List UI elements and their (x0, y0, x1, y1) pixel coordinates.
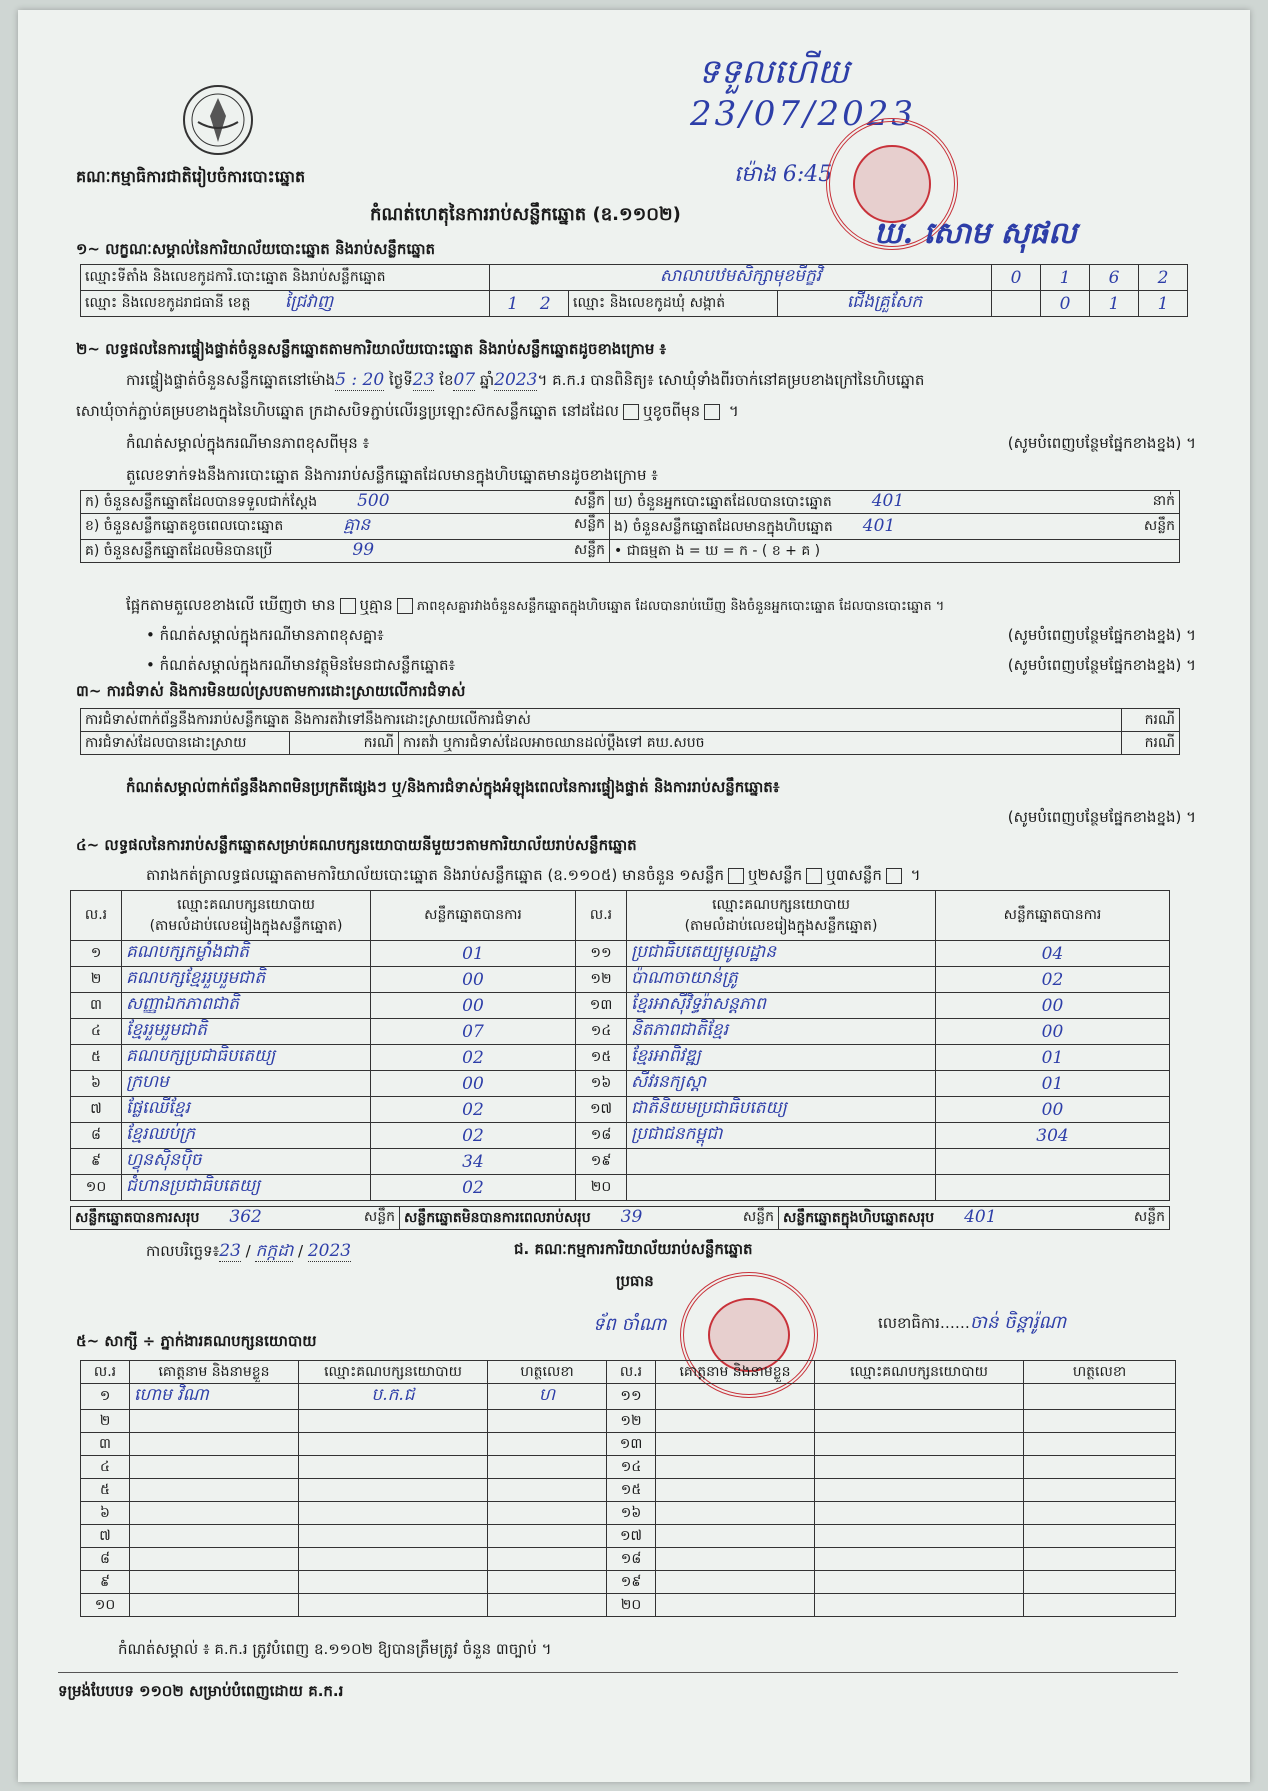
head-party-left: ឈ្មោះគណបក្សនយោបាយ (តាមលំដាប់លេខរៀងក្នុងសន្លឹកឆ្នោត) (122, 891, 371, 941)
party-votes: 34 (371, 1149, 576, 1175)
head-no-left: ល.រ (71, 891, 122, 941)
witness-name (656, 1548, 815, 1571)
has-diff-checkbox[interactable] (340, 598, 356, 614)
witness-no: ៤ (81, 1456, 130, 1479)
witness-signature (488, 1433, 607, 1456)
w-head-sig-right: ហត្ថលេខា (1024, 1361, 1176, 1384)
party-no: ១១ (576, 941, 627, 967)
witness-party (299, 1594, 488, 1617)
witness-name (656, 1384, 815, 1410)
witness-party (815, 1410, 1024, 1433)
witness-no: ១១ (607, 1384, 656, 1410)
party-name: គណបក្សប្រជាធិបតេយ្យ (122, 1045, 371, 1071)
party-no: ៦ (71, 1071, 122, 1097)
party-no: ១៨ (576, 1123, 627, 1149)
table-row (71, 1149, 1170, 1175)
verify-month: 07 (453, 370, 476, 390)
station-code-3: 6 (1090, 265, 1139, 291)
party-name: ហ្វុនស៊ិនប៉ិច (122, 1149, 371, 1175)
party-name: ប៉ាណាចាយាន់ត្រូ (627, 967, 936, 993)
witness-no: ១០ (81, 1594, 130, 1617)
w-head-party-right: ឈ្មោះគណបក្សនយោបាយ (815, 1361, 1024, 1384)
committee-label: ជ. គណៈកម្មការការិយាល័យរាប់សន្លឹកឆ្នោត (514, 1240, 753, 1258)
province-value: ជ្រៃវាញ (284, 292, 334, 312)
table-row (71, 1071, 1170, 1097)
table-row (81, 1525, 1176, 1548)
witness-signature (488, 1571, 607, 1594)
witness-no: ១ (81, 1384, 130, 1410)
party-name (627, 1175, 936, 1201)
w-head-sig-left: ហត្ថលេខា (488, 1361, 607, 1384)
signing-date: កាលបរិច្ឆេទ៖23 / កក្កដា / 2023 (146, 1241, 352, 1261)
party-name (627, 1149, 936, 1175)
station-name-value: សាលាបឋមសិក្សាមុខមីក្ខវិ (490, 265, 992, 291)
party-votes: 02 (936, 967, 1170, 993)
party-votes: 01 (936, 1071, 1170, 1097)
w-head-name-left: គោត្តនាម និងនាមខ្លួន (130, 1361, 299, 1384)
table-row (81, 1433, 1176, 1456)
witness-no: ១៤ (607, 1456, 656, 1479)
head-votes-left: សន្លឹកឆ្នោតបានការ (371, 891, 576, 941)
witness-name (656, 1456, 815, 1479)
diff-bullet-1: • កំណត់សម្គាល់ក្នុងករណីមានភាពខុសគ្នា៖ (សូមបំពេញបន្ថែមផ្នែកខាងខ្នង) ។ (146, 626, 1196, 644)
party-no: ១៦ (576, 1071, 627, 1097)
witness-name (656, 1502, 815, 1525)
witness-no: ៦ (81, 1502, 130, 1525)
received-note: ទទួលហើយ (698, 52, 850, 92)
province-code: 1 2 (490, 291, 569, 317)
witness-signature (1024, 1410, 1176, 1433)
party-no: ៤ (71, 1019, 122, 1045)
objection-appeal-label: ការតវ៉ា ឬការជំទាស់ដែលអាចឈានដល់ប្តឹងទៅ គឃ.សបច (399, 732, 1122, 755)
witness-table (80, 1360, 1176, 1617)
witness-party (299, 1410, 488, 1433)
nec-emblem-icon (180, 82, 256, 158)
party-name: ប្រជាជនកម្ពុជា (627, 1123, 936, 1149)
w-head-no-left: ល.រ (81, 1361, 130, 1384)
station-info-table (80, 264, 1188, 317)
witness-party (299, 1525, 488, 1548)
footer-form-id: ទម្រង់បែបបទ ១១០២ សម្រាប់បំពេញដោយ គ.ក.រ (58, 1682, 344, 1700)
sign-day: 23 (219, 1241, 241, 1261)
party-name: ប្រជាធិបតេយ្យមូលដ្ឋាន (627, 941, 936, 967)
witness-name (130, 1410, 299, 1433)
witness-name (130, 1594, 299, 1617)
witness-no: ៣ (81, 1433, 130, 1456)
table-row (71, 1045, 1170, 1071)
party-votes: 00 (936, 1019, 1170, 1045)
total-invalid: សន្លឹកឆ្នោតមិនបានការពេលរាប់សរុប 39 សន្លឹក (400, 1207, 779, 1230)
form-title: កំណត់ហេតុនៃការរាប់សន្លឹកឆ្នោត (ឧ.១១០២) (370, 204, 681, 225)
total-in-box: សន្លឹកឆ្នោតក្នុងហិបឆ្នោតសរុប 401 សន្លឹក (779, 1207, 1170, 1230)
witness-signature (488, 1479, 607, 1502)
party-votes: 07 (371, 1019, 576, 1045)
section3-title: ៣~ ការជំទាស់ និងការមិនយល់ស្របតាមការដោះស្រាយលើការជំទាស់ (76, 682, 466, 700)
witness-name (656, 1433, 815, 1456)
damaged-checkbox[interactable] (704, 404, 720, 420)
received-time: ម៉ោង 6:45 (734, 162, 833, 187)
commune-code-3: 1 (1139, 291, 1188, 317)
objection-resolved-unit: ករណី (290, 732, 399, 755)
witness-no: ១៩ (607, 1571, 656, 1594)
witness-party (299, 1456, 488, 1479)
station-code-1: 0 (992, 265, 1041, 291)
objection-total-label: ការជំទាស់ពាក់ព័ន្ធនឹងការរាប់សន្លឹកឆ្នោត និងការតវ៉ាទៅនឹងការដោះស្រាយលើការជំទាស់ (81, 709, 1122, 732)
witness-no: ១៨ (607, 1548, 656, 1571)
party-votes: 00 (371, 1071, 576, 1097)
unchanged-checkbox[interactable] (623, 404, 639, 420)
verify-year: 2023 (494, 370, 538, 390)
party-name: ខ្មែរអាពិវឌ្ឍ (627, 1045, 936, 1071)
witness-party (815, 1456, 1024, 1479)
table-row (71, 1175, 1170, 1201)
table-row (71, 1097, 1170, 1123)
party-name: គណបក្សខ្មែររួបរួមជាតិ (122, 967, 371, 993)
witness-signature (1024, 1456, 1176, 1479)
witness-party: ប.ក.ជ (299, 1384, 488, 1410)
table-row (71, 993, 1170, 1019)
head-no-right: ល.រ (576, 891, 627, 941)
commune-value: ជើងគ្រួសែក (778, 291, 992, 317)
witness-name (130, 1479, 299, 1502)
footer-rule (58, 1672, 1178, 1673)
objections-table (80, 708, 1180, 755)
party-no: ២០ (576, 1175, 627, 1201)
party-name: ជាតិនិយមប្រជាធិបតេយ្យ (627, 1097, 936, 1123)
section4-title: ៤~ លទ្ធផលនៃការរាប់សន្លឹកឆ្នោតសម្រាប់គណបក្សនយោបាយនីមួយៗតាមការិយាល័យរាប់សន្លឹកឆ្នោត (76, 836, 637, 854)
party-no: ៩ (71, 1149, 122, 1175)
table-row (71, 1019, 1170, 1045)
witness-party (299, 1479, 488, 1502)
witness-no: ៨ (81, 1548, 130, 1571)
party-votes: 02 (371, 1175, 576, 1201)
party-votes: 00 (371, 993, 576, 1019)
witness-signature (1024, 1502, 1176, 1525)
witness-no: ១២ (607, 1410, 656, 1433)
witness-party (815, 1502, 1024, 1525)
party-no: ១០ (71, 1175, 122, 1201)
sheets-2-checkbox[interactable] (806, 868, 822, 884)
objection-total-unit: ករណី (1121, 709, 1179, 732)
party-votes: 02 (371, 1045, 576, 1071)
party-votes: 304 (936, 1123, 1170, 1149)
party-name: និតភាពជាតិខ្មែរ (627, 1019, 936, 1045)
witness-name (130, 1525, 299, 1548)
party-no: ១៥ (576, 1045, 627, 1071)
fig-e: ង) ចំនួនសន្លឹកឆ្នោតដែលមានក្នុងហិបឆ្នោត 401 សន្លឹក (610, 514, 1180, 540)
witness-name (130, 1571, 299, 1594)
section5-title: ៥~ សាក្សី ÷ ភ្នាក់ងារគណបក្សនយោបាយ (76, 1332, 317, 1350)
party-name: ជំហានប្រជាធិបតេយ្យ (122, 1175, 371, 1201)
party-name: ខ្មែរឈប់ក្រ (122, 1123, 371, 1149)
party-votes (936, 1149, 1170, 1175)
table-row (81, 1384, 1176, 1410)
irregularity-note: កំណត់សម្គាល់ពាក់ព័ន្ធនឹងភាពមិនប្រក្រតីផ្សេងៗ ឬ/និងការជំទាស់ក្នុងអំឡុងពេលនៃការផ្ទៀងផ្ទាត់ និងការរាប់សន្លឹកឆ្នោត៖ (126, 778, 780, 796)
party-votes: 04 (936, 941, 1170, 967)
party-votes: 02 (371, 1123, 576, 1149)
table-row (81, 1571, 1176, 1594)
objection-appeal-unit: ករណី (1121, 732, 1179, 755)
witness-signature (488, 1525, 607, 1548)
witness-party (299, 1433, 488, 1456)
fig-a: ក) ចំនួនសន្លឹកឆ្នោតដែលបានទទួលជាក់ស្តែង 500 សន្លឹក (81, 491, 610, 514)
chair-label: ប្រធាន (616, 1272, 654, 1290)
irregularity-suffix: (សូមបំពេញបន្ថែមផ្នែកខាងខ្នង) ។ (1007, 808, 1196, 826)
witness-name (656, 1410, 815, 1433)
received-date: 23/07/2023 (690, 94, 916, 134)
witness-signature (488, 1410, 607, 1433)
party-no: ១ (71, 941, 122, 967)
verify-time: 5 : 20 (335, 370, 385, 390)
table-row (71, 941, 1170, 967)
witness-name: ហោម វិណា (130, 1384, 299, 1410)
witness-party (815, 1433, 1024, 1456)
verify-line-2: សោឃុំចាក់ភ្ជាប់គម្របខាងក្នុងនៃហិបឆ្នោត ក្រដាសបិទភ្ជាប់លើរន្ធប្រឡោះស៊កសន្លឹកឆ្នោត នៅដដែល ឬខូចពីមុន ។ (76, 402, 739, 420)
party-votes: 00 (936, 993, 1170, 1019)
section2-title: ២~ លទ្ធផលនៃការផ្ទៀងផ្ទាត់ចំនួនសន្លឹកឆ្នោតតាមការិយាល័យបោះឆ្នោត និងរាប់សន្លឹកឆ្នោតដូចខាងក្រោម ៖ (76, 340, 667, 358)
witness-signature (1024, 1384, 1176, 1410)
witness-no: ៧ (81, 1525, 130, 1548)
witness-party (299, 1548, 488, 1571)
commune-label: ឈ្មោះ និងលេខកូដឃុំ សង្កាត់ (569, 291, 778, 317)
table-row (81, 1456, 1176, 1479)
party-name: សីវរនក្យស្តា (627, 1071, 936, 1097)
chair-signature: ទ័ព ចាំណា (593, 1314, 667, 1335)
witness-name (656, 1594, 815, 1617)
secretary-line: លេខាធិការ……ចាន់ ចិន្ដារ៉ូណា (878, 1312, 1067, 1333)
witness-name (130, 1456, 299, 1479)
witness-name (656, 1571, 815, 1594)
table-row (71, 967, 1170, 993)
fig-d: ឃ) ចំនួនអ្នកបោះឆ្នោតដែលបានបោះឆ្នោត 401 នាក់ (610, 491, 1180, 514)
sign-month: កក្កដា (255, 1241, 294, 1261)
w-head-party-left: ឈ្មោះគណបក្សនយោបាយ (299, 1361, 488, 1384)
fig-c: គ) ចំនួនសន្លឹកឆ្នោតដែលមិនបានប្រើ 99 សន្លឹក (81, 540, 610, 563)
party-name: គណបក្សកម្លាំងជាតិ (122, 941, 371, 967)
witness-no: ១៦ (607, 1502, 656, 1525)
result-sheets-line: តារាងកត់ត្រាលទ្ធផលឆ្នោតតាមការិយាល័យបោះឆ្នោត និងរាប់សន្លឹកឆ្នោត (ឧ.១១០៥) មានចំនួន ១សន្លឹក ឬ២សន្លឹក ឬ៣សន្លឹក ។ (146, 866, 921, 884)
diff-check-line: ផ្អែកតាមតួលេខខាងលើ ឃើញថា មាន ឬគ្មាន ភាពខុសគ្នារវាងចំនួនសន្លឹកឆ្នោតក្នុងហិបឆ្នោត ដែលបានរាប់ឃើញ និងចំនួនអ្នកបោះឆ្នោត ដែលបានបោះឆ្នោត ។ (126, 596, 945, 614)
totals-table (70, 1206, 1170, 1230)
total-valid: សន្លឹកឆ្នោតបានការសរុប 362 សន្លឹក (71, 1207, 400, 1230)
sheets-3-checkbox[interactable] (886, 868, 902, 884)
org-name: គណៈកម្មាធិការជាតិរៀបចំការបោះឆ្នោត (76, 167, 306, 186)
witness-signature (1024, 1479, 1176, 1502)
figures-intro: តួលេខទាក់ទងនឹងការបោះឆ្នោត និងការរាប់សន្លឹកឆ្នោតដែលមានក្នុងហិបឆ្នោតមានដូចខាងក្រោម ៖ (126, 466, 658, 484)
station-code-2: 1 (1041, 265, 1090, 291)
witness-signature (1024, 1525, 1176, 1548)
party-name: សញ្ញាឯកភាពជាតិ (122, 993, 371, 1019)
witness-party (299, 1571, 488, 1594)
party-name: ខ្មែររួមរួមជាតិ (122, 1019, 371, 1045)
table-row (81, 1594, 1176, 1617)
verify-line-1: ការផ្ទៀងផ្ទាត់ចំនួនសន្លឹកឆ្នោតនៅម៉ោង5 : 20 ថ្ងៃទី23 ខែ07 ឆ្នាំ2023។ គ.ក.រ បានពិនិត្យ៖ សោឃុំទាំងពីរចាក់នៅគម្របខាងក្រៅនៃហិបឆ្នោត (126, 370, 925, 390)
commune-code-2: 1 (1090, 291, 1139, 317)
fig-formula: • ជាធម្មតា ង = ឃ = ក - ( ខ + គ ) (610, 540, 1180, 563)
w-head-name-right: គោត្តនាម និងនាមខ្លួន (656, 1361, 815, 1384)
party-no: ៧ (71, 1097, 122, 1123)
witness-no: ៩ (81, 1571, 130, 1594)
witness-signature (1024, 1433, 1176, 1456)
party-no: ១៣ (576, 993, 627, 1019)
party-results-table (70, 890, 1170, 1201)
sheets-1-checkbox[interactable] (728, 868, 744, 884)
diff-note-line: កំណត់សម្គាល់ក្នុងករណីមានភាពខុសពីមុន ៖ (សូមបំពេញបន្ថែមផ្នែកខាងខ្នង) ។ (126, 434, 1196, 452)
no-diff-checkbox[interactable] (397, 598, 413, 614)
witness-no: ១៣ (607, 1433, 656, 1456)
ballot-figures-table (80, 490, 1180, 563)
witness-signature (1024, 1594, 1176, 1617)
party-name: ក្រហម (122, 1071, 371, 1097)
witness-party (815, 1479, 1024, 1502)
witness-party (815, 1525, 1024, 1548)
party-votes: 01 (936, 1045, 1170, 1071)
witness-name (130, 1433, 299, 1456)
witness-signature (1024, 1548, 1176, 1571)
witness-signature (1024, 1571, 1176, 1594)
witness-no: ១៥ (607, 1479, 656, 1502)
head-votes-right: សន្លឹកឆ្នោតបានការ (936, 891, 1170, 941)
station-code-4: 2 (1139, 265, 1188, 291)
witness-no: ៥ (81, 1479, 130, 1502)
objection-resolved-label: ការជំទាស់ដែលបានដោះស្រាយ (81, 732, 290, 755)
witness-party (815, 1594, 1024, 1617)
witness-party (299, 1502, 488, 1525)
table-row (71, 1123, 1170, 1149)
receiver-name: ឃ. សោម សុផល (874, 216, 1077, 251)
party-no: ១២ (576, 967, 627, 993)
fig-b: ខ) ចំនួនសន្លឹកឆ្នោតខូចពេលបោះឆ្នោត គ្មាន សន្លឹក (81, 514, 610, 540)
witness-name (130, 1548, 299, 1571)
province-label: ឈ្មោះ និងលេខកូដរាជធានី ខេត្ត ជ្រៃវាញ (81, 291, 490, 317)
station-name-label: ឈ្មោះទីតាំង និងលេខកូដការិ.បោះឆ្នោត និងរាប់សន្លឹកឆ្នោត (81, 265, 490, 291)
witness-party (815, 1384, 1024, 1410)
witness-party (815, 1571, 1024, 1594)
witness-signature (488, 1502, 607, 1525)
witness-name (656, 1525, 815, 1548)
witness-no: ២០ (607, 1594, 656, 1617)
party-name: ខ្មែរអាស៊ីវិទ្ធរ៉ាសន្តភាព (627, 993, 936, 1019)
party-votes: 00 (936, 1097, 1170, 1123)
table-row (81, 1548, 1176, 1571)
party-votes: 02 (371, 1097, 576, 1123)
commune-code-1: 0 (1041, 291, 1090, 317)
party-no: ១៤ (576, 1019, 627, 1045)
witness-party (815, 1548, 1024, 1571)
party-no: ៥ (71, 1045, 122, 1071)
party-no: ៨ (71, 1123, 122, 1149)
witness-no: ១៧ (607, 1525, 656, 1548)
w-head-no-right: ល.រ (607, 1361, 656, 1384)
copies-note: កំណត់សម្គាល់ ៖ គ.ក.រ ត្រូវបំពេញ ឧ.១១០២ ឱ្យបានត្រឹមត្រូវ ចំនួន ៣ច្បាប់ ។ (118, 1640, 552, 1658)
party-votes: 01 (371, 941, 576, 967)
witness-name (130, 1502, 299, 1525)
party-no: ៣ (71, 993, 122, 1019)
sign-year: 2023 (307, 1241, 352, 1261)
head-party-right: ឈ្មោះគណបក្សនយោបាយ (តាមលំដាប់លេខរៀងក្នុងសន្លឹកឆ្នោត) (627, 891, 936, 941)
party-no: ២ (71, 967, 122, 993)
table-row (81, 1479, 1176, 1502)
witness-signature (488, 1548, 607, 1571)
secretary-signature: ចាន់ ចិន្ដារ៉ូណា (969, 1312, 1067, 1333)
diff-bullet-2: • កំណត់សម្គាល់ក្នុងករណីមានវត្ថុមិនមែនជាសន្លឹកឆ្នោត៖ (សូមបំពេញបន្ថែមផ្នែកខាងខ្នង) ។ (146, 656, 1196, 674)
witness-signature (488, 1456, 607, 1479)
party-no: ១៩ (576, 1149, 627, 1175)
table-row (81, 1502, 1176, 1525)
verify-day: 23 (412, 370, 435, 390)
witness-signature: ហ (488, 1384, 607, 1410)
table-row (81, 1410, 1176, 1433)
party-votes: 00 (371, 967, 576, 993)
witness-no: ២ (81, 1410, 130, 1433)
form-sheet (18, 10, 1250, 1782)
witness-signature (488, 1594, 607, 1617)
party-no: ១៧ (576, 1097, 627, 1123)
party-name: ផ្លែឈើខ្មែរ (122, 1097, 371, 1123)
section1-title: ១~ លក្ខណៈសម្គាល់នៃការិយាល័យបោះឆ្នោត និងរាប់សន្លឹកឆ្នោត (76, 240, 436, 258)
witness-name (656, 1479, 815, 1502)
party-votes (936, 1175, 1170, 1201)
